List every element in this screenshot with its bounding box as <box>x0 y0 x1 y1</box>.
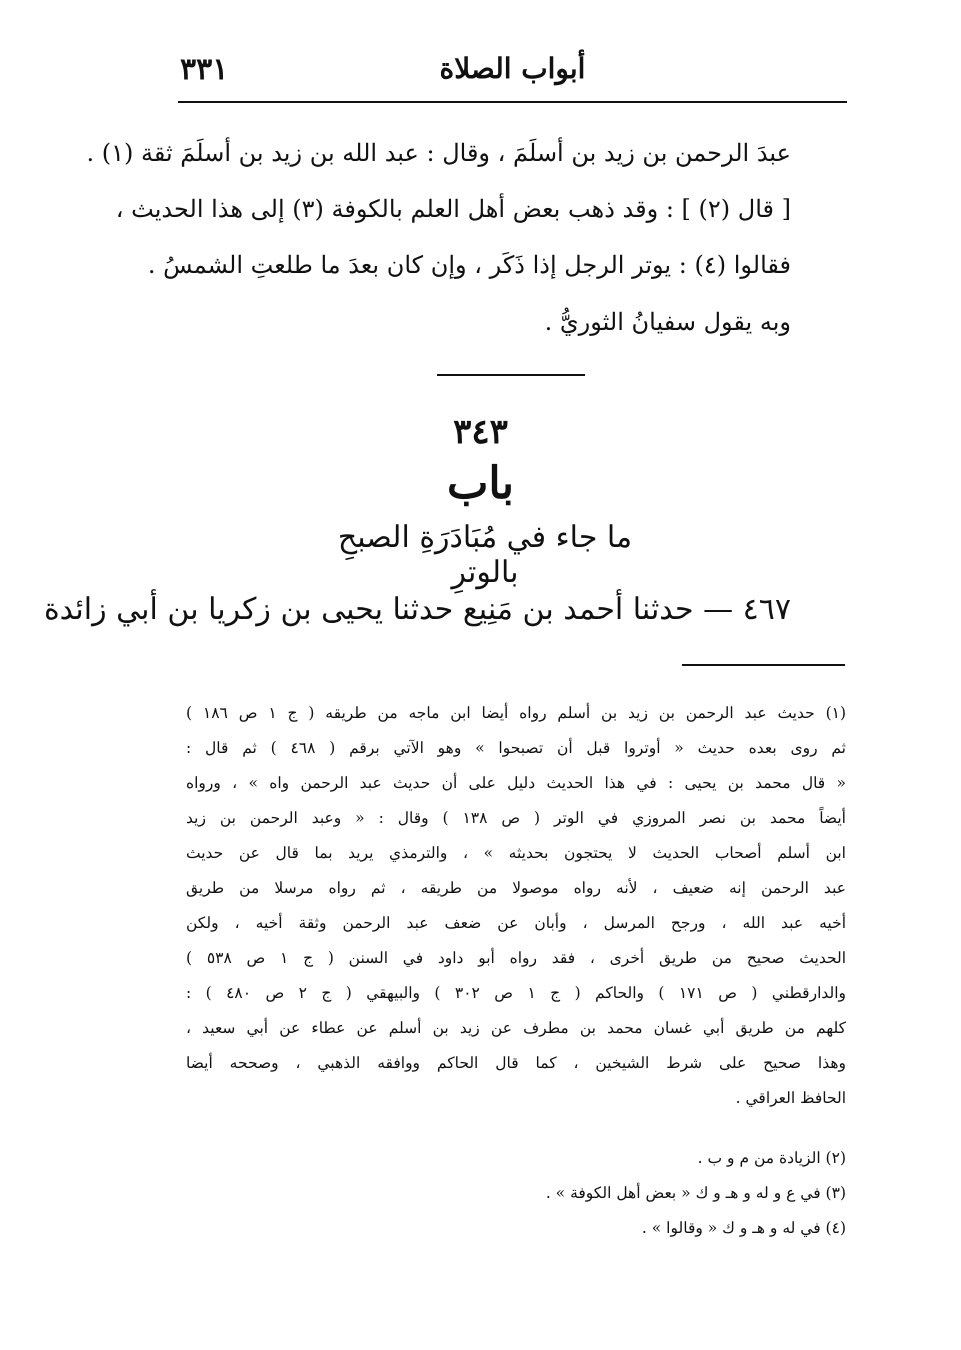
chapter-number: ٣٤٣ <box>453 412 508 452</box>
footnote-4: (٤) في له و هـ و ك « وقالوا » . <box>641 1219 846 1237</box>
body-line: فقالوا (٤) : يوتر الرجل إذا ذَكَر ، وإن كان بعدَ ما طلعتِ الشمسُ . <box>147 251 791 279</box>
footnote-line: ابن أسلم أصحاب الحديث لا يحتجون بحديثه » ، والترمذي يريد بما قال عن حديث <box>186 844 846 862</box>
chapter-title: ما جاء في مُبَادَرَةِ الصبحِ بالوترِ <box>337 520 633 590</box>
body-line: عبدَ الرحمن بن زيد بن أسلَمَ ، وقال : عبد الله بن زيد بن أسلَمَ ثقة (١) . <box>86 139 791 167</box>
footnotes-divider <box>682 664 845 666</box>
footnote-line: وهذا صحيح على شرط الشيخين ، كما قال الحاكم ووافقه الذهبي ، وصححه أيضا <box>186 1054 846 1072</box>
footnote-2: (٢) الزيادة من م و ب . <box>697 1149 846 1167</box>
chapter-label: باب <box>446 458 515 509</box>
footnote-line: كلهم من طريق أبي غسان محمد بن مطرف عن زيد بن أسلم عن عطاء عن أبي سعيد ، <box>186 1019 846 1037</box>
running-title: أبواب الصلاة <box>439 52 586 85</box>
body-line: وبه يقول سفيانُ الثوريُّ . <box>544 308 791 336</box>
footnote-line: (١) حديث عبد الرحمن بن زيد بن أسلم رواه أيضا ابن ماجه من طريقه ( ج ١ ص ١٨٦ ) <box>186 704 847 722</box>
footnote-line: الحافظ العراقي . <box>735 1089 846 1107</box>
footnote-3: (٣) في ع و له و هـ و ك « بعض أهل الكوفة » . <box>545 1184 846 1202</box>
footnote-line: « قال محمد بن يحيى : في هذا الحديث دليل على أن حديث عبد الرحمن واه » ، ورواه <box>186 774 846 792</box>
footnote-line: والدارقطني ( ص ١٧١ ) والحاكم ( ج ١ ص ٣٠٢ ) والبيهقي ( ج ٢ ص ٤٨٠ ) : <box>186 984 847 1002</box>
section-divider <box>437 374 585 376</box>
page-header <box>180 52 845 94</box>
footnote-line: ثم روى بعده حديث « أوتروا قبل أن تصبحوا » وهو الآتي برقم ( ٤٦٨ ) ثم قال : <box>186 739 846 757</box>
footnote-line: أيضاً محمد بن نصر المروزي في الوتر ( ص ١٣٨ ) وقال : « وعبد الرحمن بن زيد <box>186 809 846 827</box>
footnote-line: عبد الرحمن إنه ضعيف ، لأنه رواه موصولا من طريقه ، ثم رواه مرسلا من طريق <box>186 879 846 897</box>
hadith-line: ٤٦٧ — حدثنا أحمد بن مَنِيع حدثنا يحيى بن زكريا بن أبي زائدة <box>43 592 791 627</box>
header-rule <box>178 101 847 103</box>
footnote-line: الحديث صحيح من طريق أخرى ، فقد رواه أبو داود في السنن ( ج ١ ص ٥٣٨ ) <box>186 949 847 967</box>
footnote-line: أخيه عبد الله ، ورجح المرسل ، وأبان عن ضعف عبد الرحمن وثقة أخيه ، ولكن <box>186 914 846 932</box>
body-line: [ قال (٢) ] : وقد ذهب بعض أهل العلم بالكوفة (٣) إلى هذا الحديث ، <box>115 195 791 223</box>
page-number: ٣٣١ <box>180 52 229 87</box>
